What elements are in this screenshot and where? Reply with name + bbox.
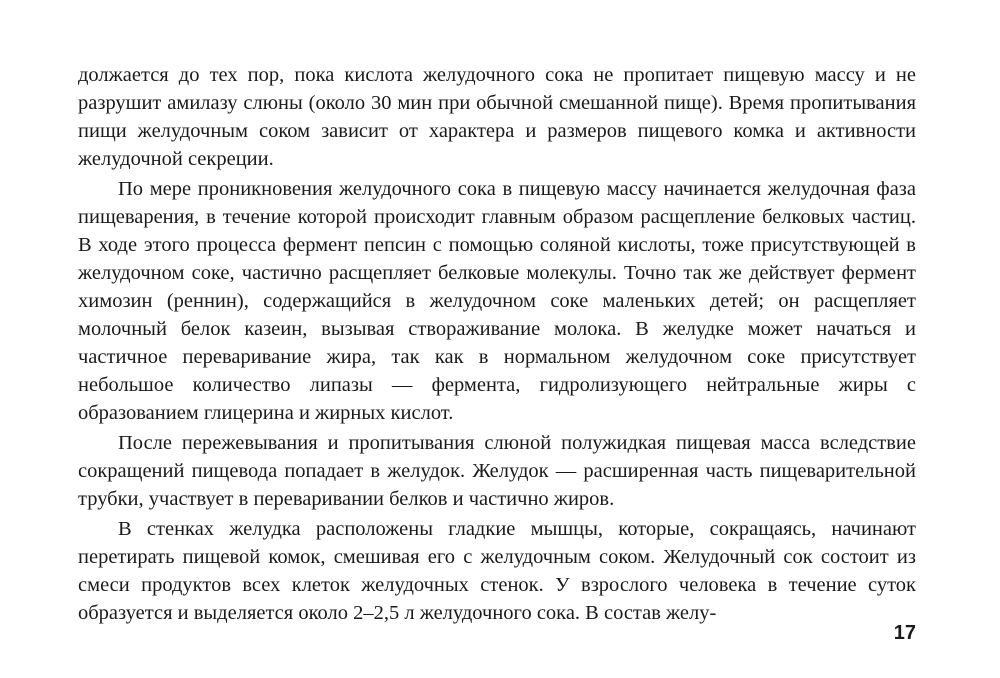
- paragraph-stomach-entry: После пережевывания и пропитывания слюной полужидкая пищевая масса вследствие сокращений пищевода попадает в желудок. Желудок — расширенная часть пищеварительной трубки, участвует в переваривании белков и частично жиров.: [78, 432, 916, 510]
- page-body: [78, 61, 916, 627]
- paragraph-gastric-phase: По мере проникновения желудочного сока в пищевую массу начинается желудочная фаза пищеварения, в течение которой происходит главным образом расщепление белковых частиц. В ходе этого процесса фермент пепсин с помощью соляной кислоты, тоже присутствующей в желудочном соке, частично расщепляет белковые молекулы. Точно так же действует фермент химозин (реннин), содержащийся в желудочном соке маленьких детей; он расщепляет молочный белок казеин, вызывая створаживание молока. В желудке может начаться и частичное переваривание жира, так как в нормальном желудочном соке присутствует небольшое количество липазы — фермента, гидролизующего нейтральные жиры с образованием глицерина и жирных кислот.: [78, 178, 916, 424]
- paragraph-stomach-walls: В стенках желудка расположены гладкие мышцы, которые, сокращаясь, начинают перетирать пищевой комок, смешивая его с желудочным соком. Желудочный сок состоит из смеси продуктов всех клеток желудочных стенок. У взрослого человека в течение суток образуется и выделяется около 2–2,5 л желудочного сока. В состав желу-: [78, 518, 916, 624]
- paragraph-continuation: должается до тех пор, пока кислота желудочного сока не пропитает пищевую массу и не разрушит амилазу слюны (около 30 мин при обычной смешанной пище). Время пропитывания пищи желудочным соком зависит от характера и размеров пищевого комка и активности желудочной секреции.: [78, 64, 916, 170]
- page-number: 17: [893, 622, 916, 644]
